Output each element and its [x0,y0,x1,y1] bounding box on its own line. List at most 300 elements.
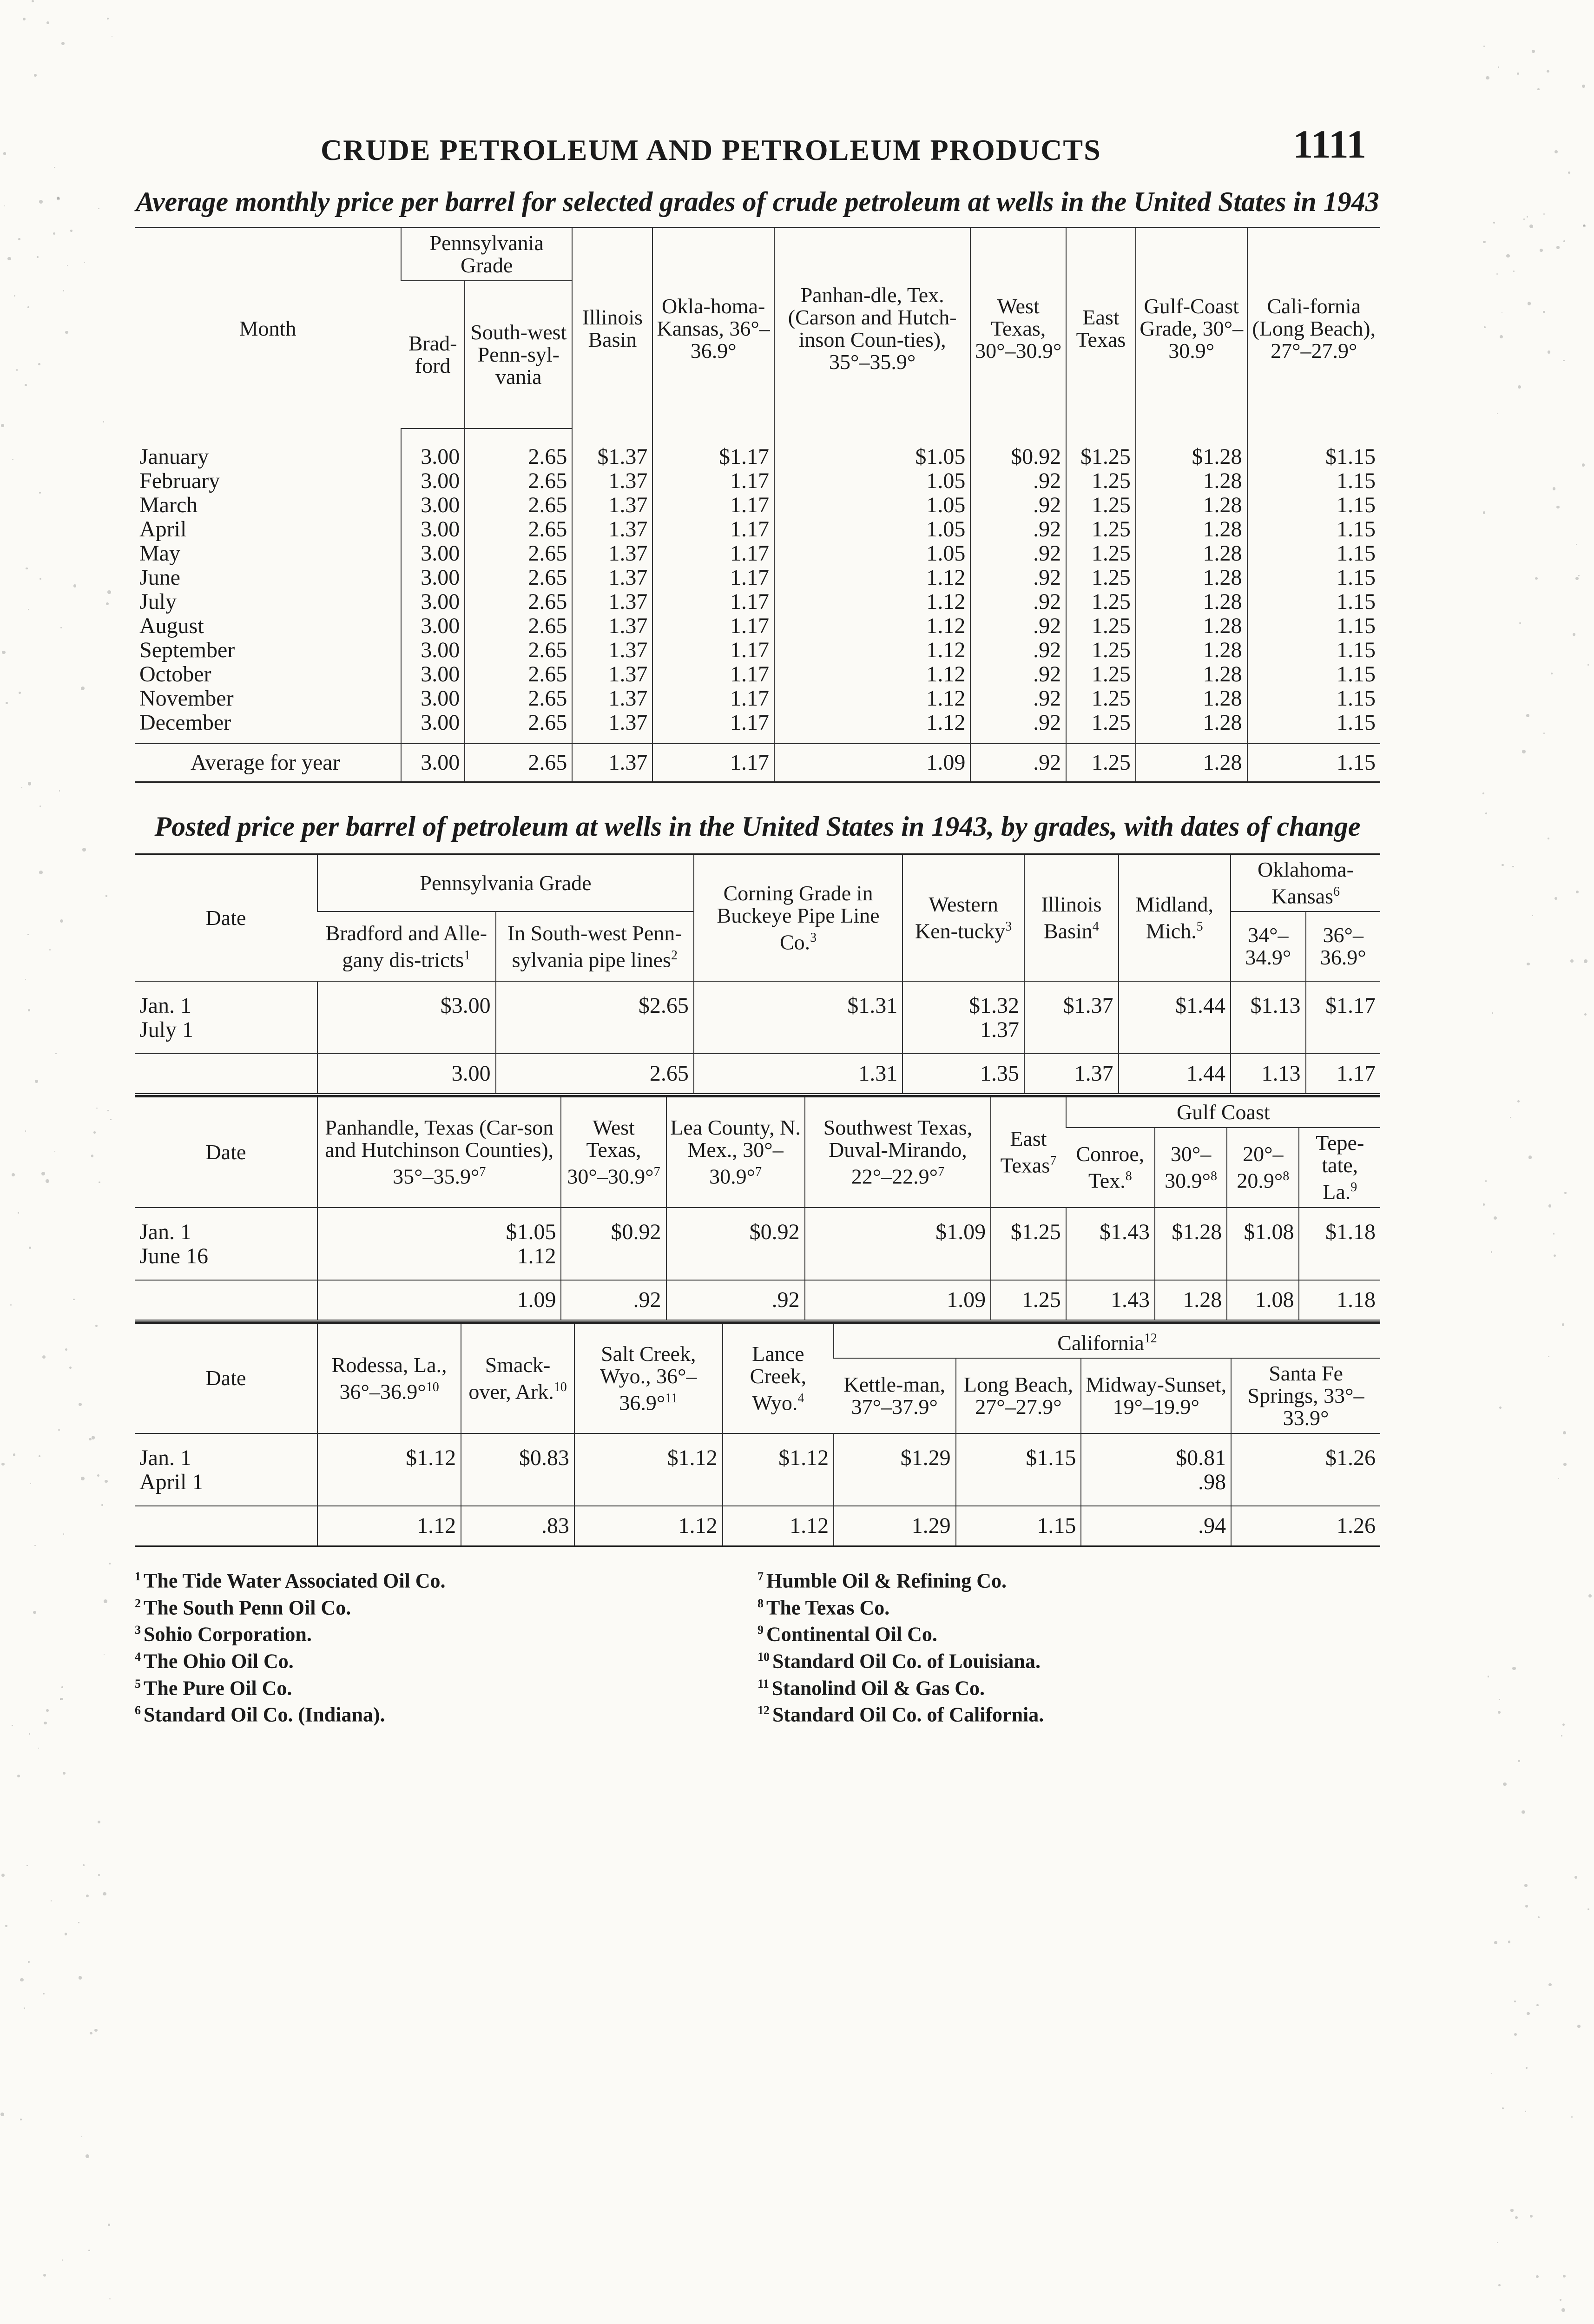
price-cell: 3.00 [401,590,465,614]
footnote-ref: 3 [1005,919,1012,934]
scan-speck [1483,241,1486,244]
scan-speck [1562,1723,1565,1726]
table2-title: Posted price per barrel of petroleum at wells in the United States in 1943, by grades, with dates of change [154,811,1361,842]
footnote-ref: 7 [653,1165,660,1180]
price-cell: 1.37 [572,711,652,744]
scan-speck [99,1182,100,1183]
average-cell: 3.00 [317,1054,496,1093]
price-cell: $1.18 [1299,1208,1380,1244]
price-cell: $1.12 [574,1433,723,1470]
scan-speck [1492,1012,1493,1014]
scan-speck [73,1299,74,1300]
scan-speck [1576,891,1579,893]
price-cell: 1.17 [652,493,774,517]
group-header-label: Oklahoma-Kansas [1258,858,1354,908]
price-cell: 2.65 [465,517,572,541]
scan-speck [108,2224,110,2225]
scan-speck [1540,249,1543,252]
scan-speck [12,459,13,460]
scan-speck [60,919,63,923]
price-cell: 1.28 [1136,541,1247,566]
price-cell [1024,1018,1119,1054]
scan-speck [28,1961,30,1963]
footnote-text: Standard Oil Co. of Louisiana. [772,1650,1041,1673]
scan-speck [34,74,37,77]
scan-speck [81,687,85,690]
scan-speck [58,1429,59,1431]
price-cell: 1.12 [774,638,970,662]
table-row [135,1208,1380,1244]
scan-speck [1498,2284,1501,2286]
price-cell: $1.43 [1066,1208,1155,1244]
price-cell: 1.15 [1247,638,1380,662]
column-header-label: Midway-Sunset, 19°–19.9° [1086,1372,1227,1419]
table-row [135,638,1380,662]
col-illinois: Illinois Basin [572,228,652,429]
price-cell: $1.12 [723,1433,834,1470]
col-west-texas: West Texas, 30°–30.9° [970,228,1066,429]
price-cell: 1.37 [572,566,652,590]
price-cell: $1.08 [1227,1208,1299,1244]
price-cell: 1.25 [1066,517,1136,541]
price-cell: 1.25 [1066,541,1136,566]
average-cell: 3.00 [401,744,465,782]
scan-speck [84,262,85,263]
scan-speck [54,1151,55,1152]
column-header-label: 30°–30.9° [1165,1142,1212,1193]
column-header-label: 36°–36.9° [1320,923,1366,970]
price-cell: 3.00 [401,614,465,638]
average-label [135,1054,317,1093]
scan-speck [27,934,29,936]
scan-speck [1588,1594,1592,1598]
scan-speck [63,1533,65,1535]
scan-speck [1524,1884,1528,1887]
average-cell: 1.44 [1119,1054,1231,1093]
scan-speck [18,1212,20,1214]
scan-speck [43,2274,46,2277]
footnote-number: 8 [757,1596,764,1610]
scan-speck [41,1172,45,1175]
scan-speck [101,1504,103,1506]
average-row [135,1506,1380,1545]
price-cell: 1.28 [1136,590,1247,614]
scan-speck [1526,714,1529,717]
price-cell: 1.37 [572,493,652,517]
group-header [1231,854,1380,912]
scan-speck [40,578,41,580]
scan-speck [73,584,76,587]
scan-speck [38,363,40,365]
price-cell: 1.25 [1066,687,1136,711]
scan-speck [1564,1192,1567,1194]
column-header [1119,854,1231,982]
scan-speck [1562,1323,1564,1326]
scan-speck [1491,1251,1492,1253]
price-cell [694,1018,902,1054]
scan-speck [26,1865,28,1866]
price-cell: 1.37 [902,1018,1024,1054]
average-cell: 1.26 [1231,1506,1380,1545]
price-cell: .92 [970,566,1066,590]
price-cell: $1.12 [317,1433,461,1470]
footnote-text: Humble Oil & Refining Co. [766,1569,1007,1592]
footnote-text: The Tide Water Associated Oil Co. [144,1569,446,1592]
price-cell: 1.28 [1136,566,1247,590]
price-cell: 1.28 [1136,711,1247,744]
scan-speck [1563,360,1564,361]
footnote-ref: 7 [1050,1154,1057,1169]
scan-speck [55,1053,57,1054]
scan-speck [24,2007,25,2009]
footnote [135,1646,757,1673]
col-okla: Okla-homa-Kansas, 36°–36.9° [652,228,774,429]
scan-speck [1543,733,1545,734]
scan-speck [20,2119,22,2120]
price-cell: $3.00 [317,981,496,1018]
date-label: Jan. 1 [139,1219,191,1244]
scan-speck [1527,2012,1530,2015]
group-header-label: Gulf Coast [1177,1100,1270,1124]
average-row [135,1280,1380,1320]
price-cell: $1.28 [1136,429,1247,469]
scan-speck [103,1892,106,1896]
footnote-text: The Pure Oil Co. [144,1677,292,1700]
scan-speck [105,895,107,897]
footnote [135,1673,757,1700]
scan-speck [1543,311,1545,313]
col-penn-group: Pennsylvania Grade [401,228,572,281]
price-cell: $1.26 [1231,1433,1380,1470]
price-cell [496,1018,694,1054]
footnote-number: 11 [757,1677,769,1690]
price-cell: $1.17 [1306,981,1381,1018]
price-cell: 1.25 [1066,638,1136,662]
average-cell: 1.17 [1306,1054,1381,1093]
average-cell: 1.12 [574,1506,723,1545]
scan-speck [1483,1203,1485,1205]
price-cell: 1.17 [652,590,774,614]
footnote [135,1699,757,1726]
price-cell [561,1244,666,1280]
price-cell: 1.15 [1247,614,1380,638]
scan-speck [39,871,43,874]
price-cell: 1.15 [1247,711,1380,744]
scan-speck [1537,88,1539,90]
column-header-label: Midland, Mich. [1135,892,1214,943]
price-cell: 2.65 [465,590,572,614]
average-cell: 1.15 [956,1506,1081,1545]
scan-speck [1577,2025,1581,2028]
price-cell: 1.05 [774,541,970,566]
scan-speck [1510,2209,1513,2212]
price-cell: .92 [970,493,1066,517]
average-cell: 2.65 [496,1054,694,1093]
price-cell: $1.37 [572,429,652,469]
col-california: Cali-fornia (Long Beach), 27°–27.9° [1247,228,1380,429]
scan-speck [63,290,64,291]
price-cell: 1.37 [572,469,652,493]
scan-speck [65,1933,67,1935]
price-cell: $1.37 [1024,981,1119,1018]
price-cell: 1.12 [774,687,970,711]
scan-speck [1584,959,1587,963]
footnote-ref: 4 [1092,919,1099,934]
col-east-texas: East Texas [1066,228,1136,429]
scan-speck [1,1874,5,1877]
price-cell: 1.28 [1136,517,1247,541]
column-header [496,911,694,981]
table-row [135,662,1380,687]
table-row [135,566,1380,590]
group-header [317,854,694,912]
column-header-label: Bradford and Alle-gany dis-tricts [325,921,487,971]
scan-speck [98,208,99,209]
scan-speck [1560,2299,1561,2301]
footnote-ref: 4 [797,1391,804,1406]
scan-speck [16,369,18,371]
scan-speck [93,1131,96,1134]
footnote-ref: 7 [938,1165,945,1180]
column-header [561,1097,666,1208]
scan-speck [109,2298,111,2300]
price-cell: 1.15 [1247,541,1380,566]
price-cell: 3.00 [401,541,465,566]
scan-speck [37,256,39,258]
table2-section-1 [135,853,1380,1093]
scan-speck [38,1748,39,1749]
price-cell: $1.17 [652,429,774,469]
column-header-label: Salt Creek, Wyo., 36°–36.9° [599,1341,697,1414]
scan-speck [1527,963,1530,966]
scan-speck [90,2032,92,2034]
scan-speck [1525,2111,1526,2112]
scan-speck [43,1993,45,1995]
scan-speck [1573,633,1575,636]
price-cell: 3.00 [401,493,465,517]
footnote [135,1619,757,1646]
scan-speck [29,1733,30,1735]
date-label: July 1 [139,1017,194,1043]
average-cell: .92 [561,1280,666,1320]
price-cell: $1.44 [1119,981,1231,1018]
scan-speck [1486,76,1489,80]
table1 [135,227,1380,783]
scan-speck [92,1436,95,1439]
price-cell: $0.92 [970,429,1066,469]
price-cell [1227,1244,1299,1280]
price-cell: .92 [970,638,1066,662]
column-header [694,854,902,982]
scan-speck [61,42,65,45]
price-cell: $1.32 [902,981,1024,1018]
month-label: January [139,444,209,469]
scan-speck [25,1130,26,1132]
price-cell: 1.17 [652,687,774,711]
header-row [135,854,1380,912]
col-sw-penn: South-west Penn-syl-vania [465,281,572,429]
scan-speck [49,949,51,951]
price-cell: .92 [970,469,1066,493]
scan-speck [1512,1667,1516,1670]
average-cell: 1.08 [1227,1280,1299,1320]
scan-speck [39,1455,40,1457]
average-cell: 1.25 [1066,744,1136,782]
price-cell: 1.25 [1066,662,1136,687]
price-cell [991,1244,1066,1280]
column-header-label: Illinois Basin [1041,892,1102,943]
price-cell: 1.05 [774,493,970,517]
table-row [135,1018,1380,1054]
price-cell: $0.83 [461,1433,574,1470]
average-cell: .83 [461,1506,574,1545]
average-cell: 1.35 [902,1054,1024,1093]
scan-speck [40,805,41,807]
scan-speck [59,790,60,791]
column-header [317,911,496,981]
scan-speck [96,1108,98,1109]
price-cell: 1.28 [1136,638,1247,662]
price-cell: 2.65 [465,469,572,493]
scan-speck [1536,2004,1539,2007]
column-header [834,1358,956,1433]
footnote [757,1619,1380,1646]
price-cell: 1.12 [774,711,970,744]
price-cell: 1.37 [572,517,652,541]
column-header [317,1323,461,1433]
col-panhandle: Panhan-dle, Tex. (Carson and Hutch-inson Coun-ties), 35°–35.9° [774,228,970,429]
table-bottom-rule [135,1545,1380,1547]
footnote-text: Sohio Corporation. [144,1623,312,1646]
scan-speck [1517,1100,1520,1103]
scan-speck [19,692,21,694]
footnote-ref: 3 [810,931,817,945]
price-cell: .92 [970,687,1066,711]
scan-speck [25,384,27,386]
column-header-label: In South-west Penn-sylvania pipe lines [507,921,682,971]
scan-speck [32,0,34,2]
scan-speck [1522,750,1526,753]
column-header [1227,1128,1299,1207]
price-cell [1231,1018,1305,1054]
scan-speck [1484,326,1486,328]
price-cell: 1.15 [1247,493,1380,517]
price-cell: $1.05 [317,1208,561,1244]
footnotes-left [135,1565,757,1726]
scan-speck [107,1110,109,1111]
price-cell [666,1244,805,1280]
column-header-label: East Texas [1000,1127,1050,1177]
scan-speck [39,200,43,204]
price-cell [1119,1018,1231,1054]
price-cell: 1.17 [652,662,774,687]
price-cell: $1.29 [834,1433,956,1470]
price-cell: .92 [970,711,1066,744]
price-cell: 1.15 [1247,662,1380,687]
column-header-label: Corning Grade in Buckeye Pipe Line Co. [717,881,880,954]
month-label: September [139,638,235,662]
scan-speck [1526,2067,1528,2069]
date-label: Jan. 1 [139,993,191,1018]
scan-speck [1506,254,1509,257]
price-cell [834,1470,956,1506]
scan-speck [12,1725,13,1726]
column-header-label: West Texas, 30°–30.9° [567,1116,654,1188]
scan-speck [1528,1155,1532,1159]
scan-speck [3,152,6,155]
price-cell: 3.00 [401,638,465,662]
column-header [956,1358,1081,1433]
scan-speck [26,568,28,570]
table-row [135,590,1380,614]
average-cell: .92 [970,744,1066,782]
scan-speck [1551,673,1553,674]
price-cell: 1.28 [1136,614,1247,638]
scan-speck [1503,1783,1507,1786]
scan-speck [1532,50,1535,53]
footnote [757,1673,1380,1700]
price-cell: 1.17 [652,566,774,590]
table2-section-3 [135,1322,1380,1545]
price-cell: 1.15 [1247,566,1380,590]
scan-speck [1554,1254,1556,1257]
scan-speck [1582,85,1585,88]
table2-section-2 [135,1096,1380,1319]
footnote-text: The Texas Co. [766,1596,890,1619]
average-cell: 1.18 [1299,1280,1380,1320]
scan-speck [1575,577,1579,580]
average-row [135,1054,1380,1093]
scan-speck [1502,2107,1504,2109]
price-cell: 2.65 [465,566,572,590]
price-cell: 1.12 [774,662,970,687]
footnote-ref: 1 [464,948,471,963]
group-header [1066,1097,1380,1128]
price-cell: 1.05 [774,469,970,493]
scan-speck [1571,2116,1573,2118]
group-header-label: Pennsylvania Grade [420,871,592,895]
month-label: August [139,614,204,638]
scan-speck [18,238,21,241]
scan-speck [35,1080,38,1083]
scan-speck [1485,1180,1487,1182]
table-row [135,493,1380,517]
scan-speck [60,1698,63,1700]
scan-speck [1497,2242,1498,2243]
price-cell: 1.37 [572,638,652,662]
scan-speck [81,1477,85,1480]
price-cell: 2.65 [465,662,572,687]
scan-speck [98,1821,100,1823]
table-row [135,614,1380,638]
price-cell: 1.25 [1066,614,1136,638]
scan-speck [1556,506,1559,508]
scan-speck [28,609,29,610]
price-cell: 1.17 [652,711,774,744]
price-cell: 3.00 [401,469,465,493]
average-cell: 1.28 [1155,1280,1227,1320]
page-number: 1111 [1293,122,1366,166]
scan-speck [51,1900,52,1901]
running-head: CRUDE PETROLEUM AND PETROLEUM PRODUCTS [321,133,1101,166]
scan-speck [1587,1908,1589,1910]
price-cell: 1.28 [1136,469,1247,493]
scan-speck [1499,1406,1502,1409]
scan-speck [1563,1463,1567,1466]
price-cell: 3.00 [401,662,465,687]
scan-speck [63,1772,66,1775]
column-header [1066,1128,1155,1207]
